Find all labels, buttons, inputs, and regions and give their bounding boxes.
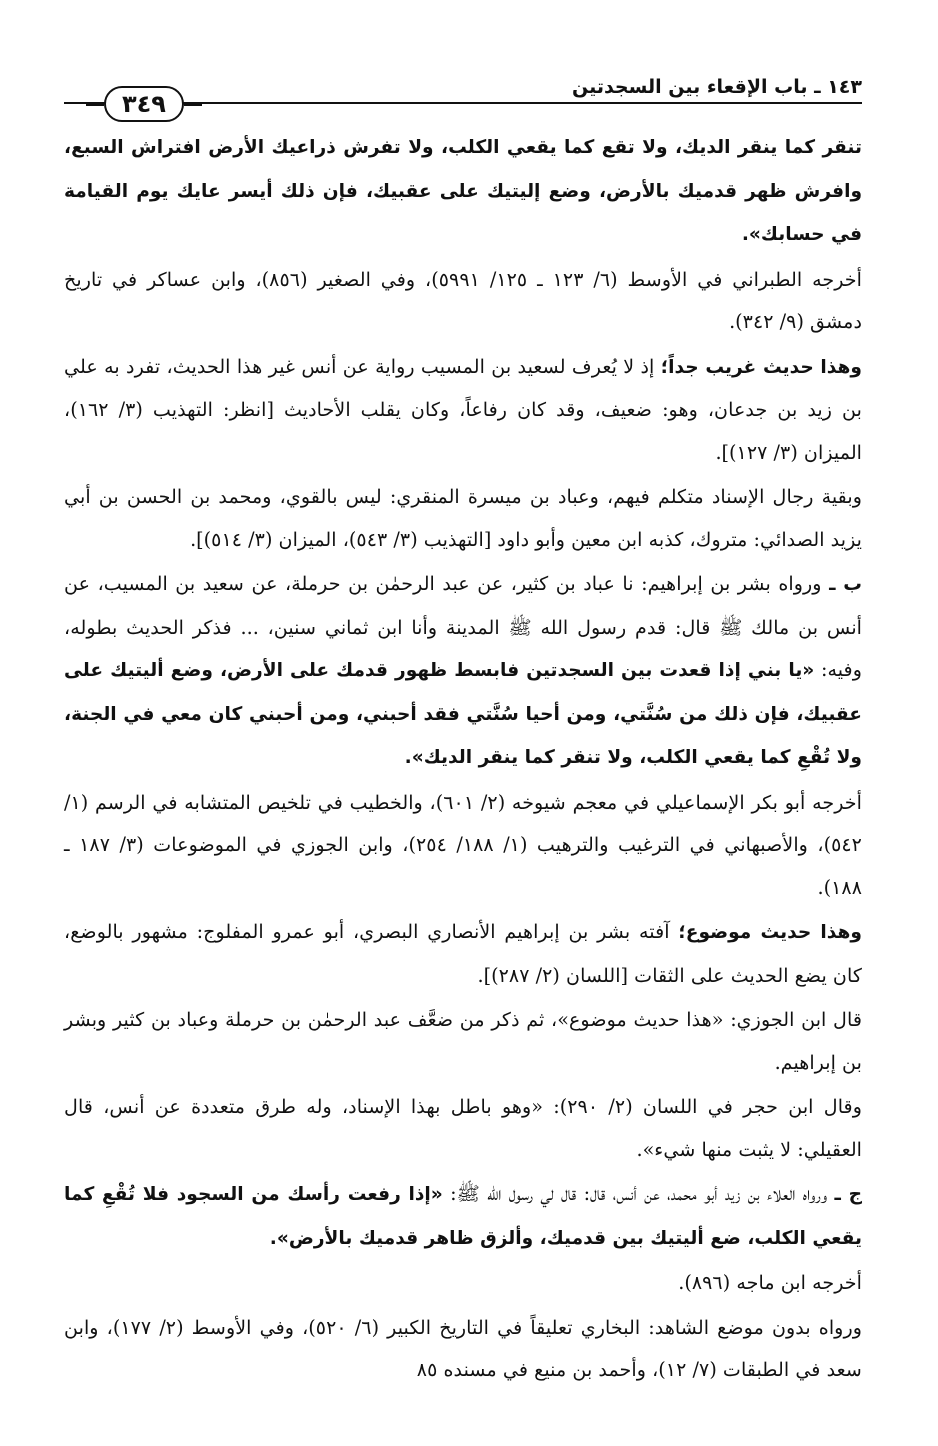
paragraph [64, 1173, 862, 1260]
bold-verdict: وهذا حديث غريب جداً؛ [660, 356, 862, 378]
paragraph [64, 782, 862, 910]
paragraph-text: أخرجه ابن ماجه (٨٩٦). [678, 1271, 862, 1294]
paragraph-text: وبقية رجال الإسناد متكلم فيهم، وعباد بن ميسرة المنقري: ليس بالقوي، ومحمد بن الحسن بن أبي يزيد الصدائي: متروك، كذبه ابن معين وأبو داود [التهذيب (٣/ ٥٤٣)، الميزان (٣/ ٥١٤)]. [64, 485, 862, 551]
paragraph-text: ورواه بشر بن إبراهيم: نا عباد بن كثير، عن عبد الرحمٰن بن حرملة، عن سعيد بن المسيب، عن أنس بن مالك ﷺ قال: قدم رسول الله ﷺ المدينة وأنا ابن ثماني سنين، ... فذكر الحديث بطوله، وفيه: [64, 572, 862, 681]
paragraph [64, 1262, 862, 1305]
page-number: ٣٤٩ [104, 86, 184, 122]
paragraph-text: ورواه بدون موضع الشاهد: البخاري تعليقاً في التاريخ الكبير (٦/ ٥٢٠)، وفي الأوسط (٢/ ١٧٧)، وابن سعد في الطبقات (٧/ ١٢)، وأحمد بن منيع في مسنده ٨٥ [64, 1315, 862, 1381]
paragraph-text: قال ابن الجوزي: «هذا حديث موضوع»، ثم ذكر من ضعَّف عبد الرحمٰن بن حرملة وعباد بن كثير وبشر بن إبراهيم. [64, 1008, 862, 1074]
bold-hadith-text: «يا بني إذا قعدت بين السجدتين فابسط ظهور قدمك على الأرض، وضع أليتيك على عقبيك، فإن ذلك من سُنَّتي، ومن أحيا سُنَّتي فقد أحبني، ومن أحبني كان معي في الجنة، ولا تُقْعِ كما يقعي الكلب، ولا تنقر كما ينقر الديك». [64, 660, 862, 768]
book-page [0, 40, 938, 1446]
paragraph-text: ورواه العلاء بن زيد أبو محمد، عن أنس، قال: قال لي رسول الله ﷺ: [442, 1182, 835, 1205]
bold-hadith-text: «إذا رفعت رأسك من السجود فلا تُقْعِ كما يقعي الكلب، ضع أليتيك بين قدميك، وألزق ظاهر قدميك بالأرض». [64, 1184, 862, 1249]
paragraph [64, 911, 862, 997]
chapter-title: ١٤٣ ـ باب الإقعاء بين السجدتين [571, 76, 862, 98]
paragraph [64, 346, 862, 475]
paragraph [64, 563, 862, 780]
paragraph [64, 1086, 862, 1171]
paragraph [64, 476, 862, 561]
paragraph-text: أخرجه الطبراني في الأوسط (٦/ ١٢٣ ـ ١٢٥/ ٥٩٩١)، وفي الصغير (٨٥٦)، وابن عساكر في تاريخ دمشق (٩/ ٣٤٢). [64, 267, 862, 333]
paragraph-text: وقال ابن حجر في اللسان (٢/ ٢٩٠): «وهو باطل بهذا الإسناد، وله طرق متعددة عن أنس، قال العقيلي: لا يثبت منها شيء». [64, 1095, 862, 1161]
paragraph [64, 999, 862, 1084]
section-marker: ب ـ [829, 574, 862, 595]
paragraph-text: إذ لا يُعرف لسعيد بن المسيب رواية عن أنس غير هذا الحديث، تفرد به علي بن زيد بن جدعان، وهو: ضعيف، وقد كان رفاعاً، وكان يقلب الأحاديث [انظر: التهذيب (٣/ ١٦٢)، الميزان (٣/ ١٢٧)]. [64, 354, 862, 464]
paragraph [64, 126, 862, 257]
section-marker: ج ـ [834, 1184, 862, 1205]
bold-hadith-text: تنقر كما ينقر الديك، ولا تقع كما يقعي الكلب، ولا تفرش ذراعيك الأرض افتراش السبع، وافرش ظهر قدميك بالأرض، وضع إليتيك على عقبيك، فإن ذلك أيسر عايك يوم القيامة في حسابك». [64, 137, 862, 245]
paragraph-text: آفته بشر بن إبراهيم الأنصاري البصري، أبو عمرو المفلوج: مشهور بالوضع، كان يضع الحديث على الثقات [اللسان (٢/ ٢٨٧)]. [64, 920, 862, 987]
bold-verdict: وهذا حديث موضوع؛ [678, 922, 862, 943]
paragraph [64, 259, 862, 344]
paragraph [64, 1307, 862, 1392]
page-body [64, 126, 862, 1392]
running-header [64, 40, 862, 118]
paragraph-text: أخرجه أبو بكر الإسماعيلي في معجم شيوخه (٢/ ٦٠١)، والخطيب في تلخيص المتشابه في الرسم (١/ ٥٤٢)، والأصبهاني في الترغيب والترهيب (١/ ١٨٨/ ٢٥٤)، وابن الجوزي في الموضوعات (٣/ ١٨٧ ـ ١٨٨). [64, 790, 862, 899]
